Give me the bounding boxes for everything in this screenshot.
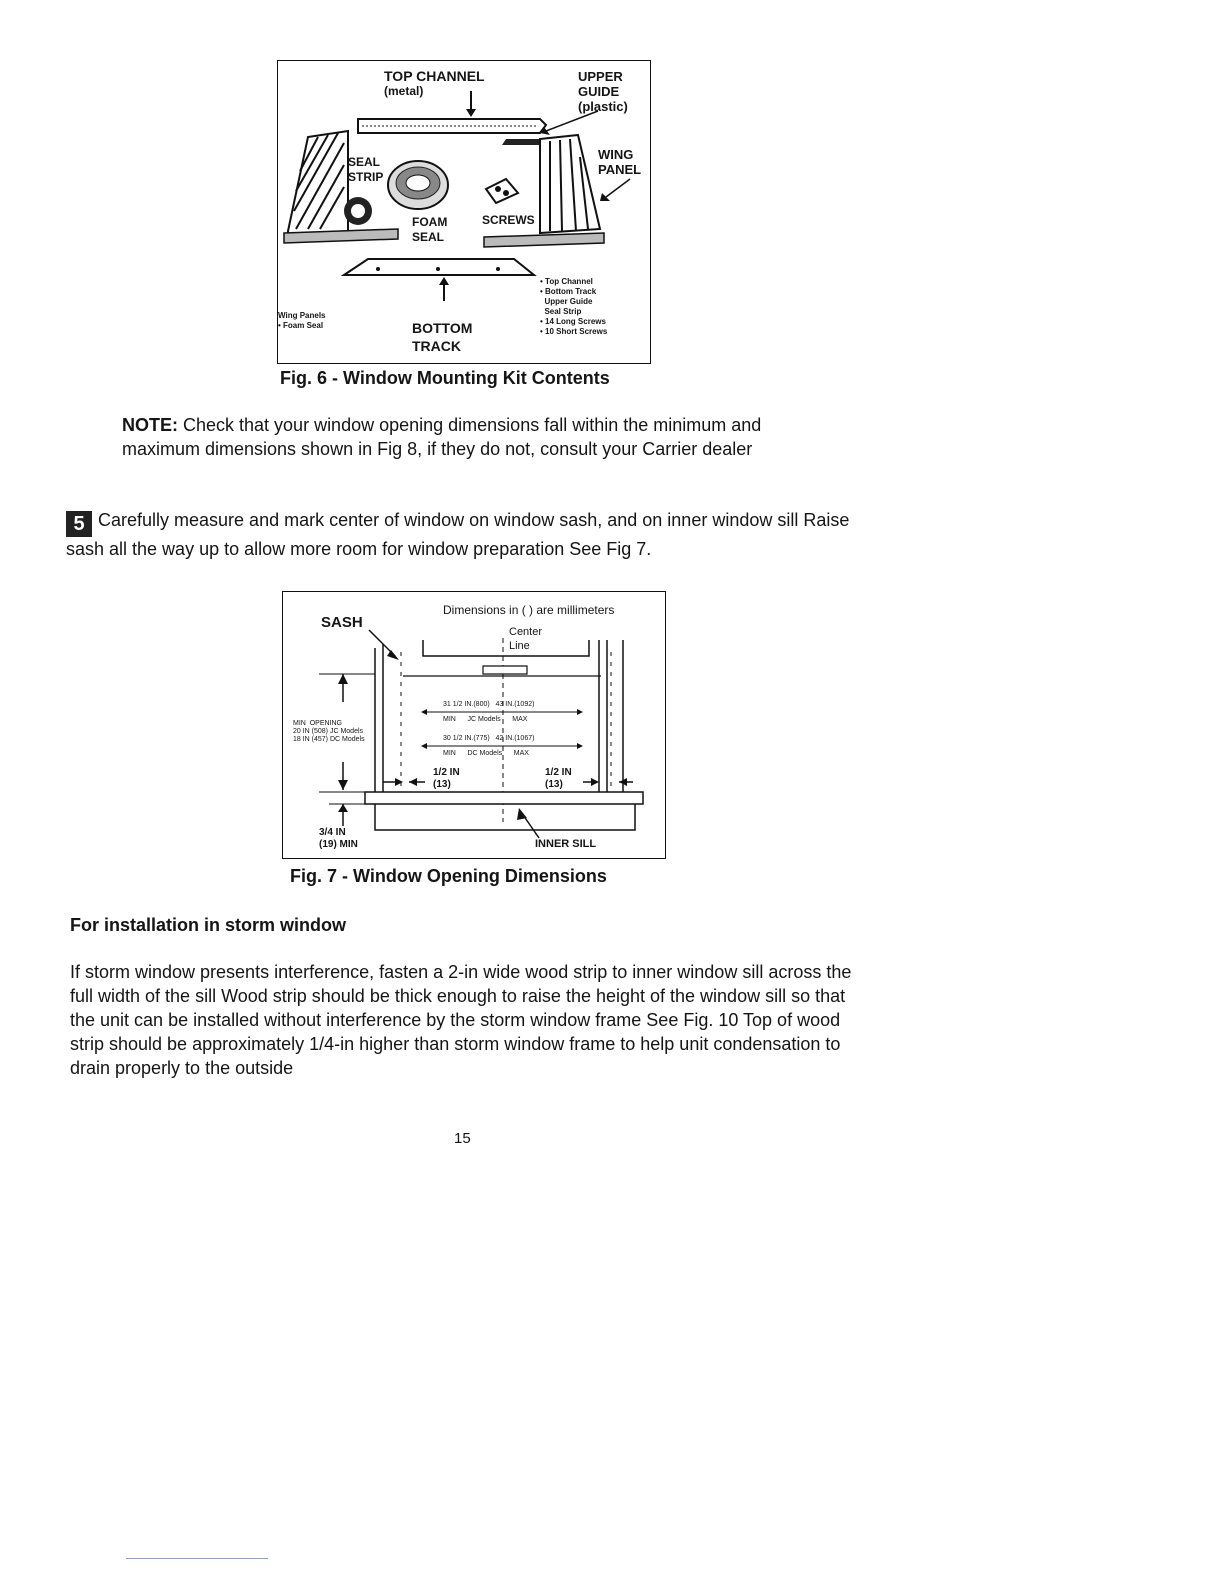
- bottom-track-label: BOTTOM TRACK: [412, 320, 473, 354]
- step5-badge: 5: [66, 511, 92, 537]
- wing-panel-label: WING PANEL: [598, 147, 642, 177]
- inner-sill-label: INNER SILL: [535, 838, 597, 850]
- half-inch-left-label: 1/2 IN (13): [433, 767, 460, 790]
- sash-label: SASH: [321, 614, 363, 631]
- foam-seal-label: FOAM SEAL: [412, 215, 448, 244]
- jc-dimension-sub: MIN JC Models MAX: [443, 716, 528, 723]
- dc-dimension: 30 1/2 IN.(775) 42 IN.(1067): [443, 735, 535, 742]
- page-number: 15: [454, 1130, 471, 1147]
- top-channel-sub-label: (metal): [384, 84, 424, 98]
- fig6-caption: Fig. 6 - Window Mounting Kit Contents: [280, 368, 610, 388]
- note-text: Check that your window opening dimensions fall within the minimum and maximum dimensions shown in Fig 8, if they do not, consult your Carrier dealer: [122, 415, 762, 459]
- fig7-figure: [282, 591, 666, 859]
- step5-text: Carefully measure and mark center of window on window sash, and on inner window sill Raise sash all the way up to allow more room for window preparation See Fig 7.: [66, 510, 850, 559]
- kit-parts-list: • Top Channel • Bottom Track Upper Guide Seal Strip • 14 Long Screws • 10 Short Screws: [540, 277, 608, 336]
- wing-panels-note: Wing Panels • Foam Seal: [278, 311, 326, 330]
- dimensions-note: Dimensions in ( ) are millimeters: [443, 603, 615, 617]
- top-channel-label: TOP CHANNEL: [384, 68, 485, 84]
- screws-label: SCREWS: [482, 213, 535, 227]
- storm-heading: For installation in storm window: [70, 915, 347, 935]
- step5-paragraph: [66, 508, 866, 561]
- note-paragraph: [122, 413, 808, 461]
- half-inch-right-label: 1/2 IN (13): [545, 767, 572, 790]
- storm-paragraph: If storm window presents interference, fasten a 2-in wide wood strip to inner window sill across the full width of the sill Wood strip should be thick enough to raise the height of the window sill so that the unit can be installed without interference by the storm window frame See Fig. 10 Top of wood strip should be approximately 1/4-in higher than storm window frame to help unit condensation to drain properly to the outside: [70, 962, 852, 1078]
- dc-dimension-sub: MIN DC Models MAX: [443, 750, 529, 757]
- center-line-label: Center Line: [509, 626, 543, 652]
- footnote-rule: [126, 1558, 268, 1559]
- jc-dimension: 31 1/2 IN.(800) 43 IN.(1092): [443, 701, 535, 708]
- fig6-figure: [277, 60, 651, 364]
- seal-strip-label: SEAL STRIP: [348, 155, 384, 184]
- three-quarter-inch-label: 3/4 IN (19) MIN: [319, 827, 358, 850]
- upper-guide-label: UPPER GUIDE (plastic): [578, 69, 628, 114]
- fig7-caption: Fig. 7 - Window Opening Dimensions: [290, 866, 607, 886]
- note-label: NOTE:: [122, 415, 178, 435]
- min-opening-label: MIN OPENING 20 IN (508) JC Models 18 IN (457) DC Models: [293, 720, 365, 743]
